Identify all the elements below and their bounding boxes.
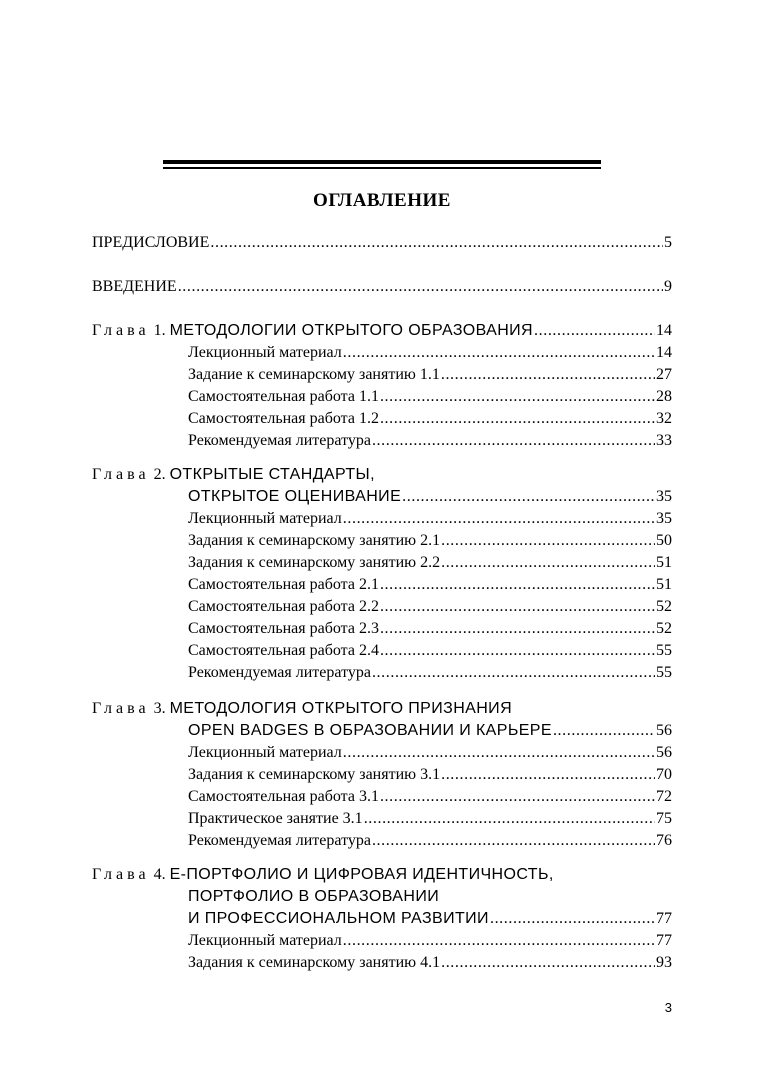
leader-dots: [210, 232, 663, 254]
toc-subentry[interactable]: [188, 742, 672, 764]
chapter-title-line: ПОРТФОЛИО В ОБРАЗОВАНИИ: [188, 888, 440, 905]
toc-entry-label: ПРЕДИСЛОВИЕ: [92, 234, 210, 251]
toc-subentry[interactable]: [188, 596, 672, 618]
toc-chapter-4-heading: [92, 864, 554, 886]
toc-subentry[interactable]: [188, 786, 672, 808]
chapter-title-line: МЕТОДОЛОГИИ ОТКРЫТОГО ОБРАЗОВАНИЯ: [169, 322, 534, 339]
toc-subentry[interactable]: [188, 808, 672, 830]
toc-chapter-1[interactable]: [92, 320, 672, 342]
toc-entry-page: 55: [656, 642, 672, 659]
toc-entry-page: 55: [656, 664, 672, 681]
toc-entry-label: Самостоятельная работа 2.2: [188, 598, 379, 615]
chapter-title-line: OPEN BADGES В ОБРАЗОВАНИИ И КАРЬЕРЕ: [188, 722, 552, 739]
leader-dots: [364, 808, 655, 830]
leader-dots: [178, 276, 663, 298]
toc-entry-preface[interactable]: [92, 232, 672, 254]
header-rule-thin: [163, 167, 601, 169]
toc-entry-label: Самостоятельная работа 2.1: [188, 576, 379, 593]
toc-entry-label: Лекционный материал: [188, 510, 342, 527]
toc-subentry[interactable]: [188, 530, 672, 552]
toc-entry-label: Практическое занятие 3.1: [188, 810, 363, 827]
toc-entry-label: Рекомендуемая литература: [188, 432, 371, 449]
leader-dots: [372, 830, 655, 852]
toc-entry-page: 56: [656, 744, 672, 761]
toc-entry-label: Самостоятельная работа 2.3: [188, 620, 379, 637]
toc-entry-label: ВВЕДЕНИЕ: [92, 278, 177, 295]
toc-entry-label: Самостоятельная работа 2.4: [188, 642, 379, 659]
toc-subentry[interactable]: [188, 386, 672, 408]
leader-dots: [441, 952, 655, 974]
toc-subentry[interactable]: [188, 342, 672, 364]
toc-entry-label: Задания к семинарскому занятию 3.1: [188, 766, 441, 783]
chapter-number: 3.: [153, 700, 166, 717]
toc-entry-page: 75: [656, 810, 672, 827]
toc-chapter-2-heading: [92, 464, 375, 486]
toc-entry-page: 14: [656, 322, 672, 339]
toc-entry-label: Задание к семинарскому занятию 1.1: [188, 366, 440, 383]
toc-entry-page: 72: [656, 788, 672, 805]
leader-dots: [380, 786, 655, 808]
toc-entry-page: 52: [656, 620, 672, 637]
toc-entry-label: Задания к семинарскому занятию 2.2: [188, 554, 441, 571]
chapter-title-line: И ПРОФЕССИОНАЛЬНОМ РАЗВИТИИ: [188, 910, 489, 927]
chapter-number: 2.: [153, 466, 166, 483]
leader-dots: [441, 552, 655, 574]
toc-entry-page: 33: [656, 432, 672, 449]
toc-entry-label: Самостоятельная работа 1.1: [188, 388, 379, 405]
leader-dots: [380, 596, 655, 618]
toc-chapter-4[interactable]: [188, 908, 672, 930]
leader-dots: [380, 408, 655, 430]
toc-entry-label: Лекционный материал: [188, 344, 342, 361]
leader-dots: [380, 574, 655, 596]
leader-dots: [441, 530, 655, 552]
leader-dots: [380, 640, 655, 662]
chapter-title-line: МЕТОДОЛОГИЯ ОТКРЫТОГО ПРИЗНАНИЯ: [169, 700, 513, 717]
toc-entry-label: Самостоятельная работа 1.2: [188, 410, 379, 427]
toc-subentry[interactable]: [188, 364, 672, 386]
leader-dots: [490, 908, 655, 930]
toc-chapter-3-heading: [92, 698, 512, 720]
leader-dots: [343, 742, 655, 764]
toc-subentry[interactable]: [188, 830, 672, 852]
chapter-prefix: Глава: [92, 700, 150, 717]
leader-dots: [343, 930, 655, 952]
page-title: ОГЛАВЛЕНИЕ: [313, 190, 451, 211]
toc-subentry[interactable]: [188, 408, 672, 430]
toc-entry-label: Лекционный материал: [188, 744, 342, 761]
toc-entry-label: Лекционный материал: [188, 932, 342, 949]
toc-subentry[interactable]: [188, 952, 672, 974]
leader-dots: [402, 486, 655, 508]
leader-dots: [343, 342, 655, 364]
toc-entry-page: 77: [656, 932, 672, 949]
toc-entry-page: 35: [656, 510, 672, 527]
chapter-prefix: Глава: [92, 322, 150, 339]
toc-subentry[interactable]: [188, 662, 672, 684]
leader-dots: [343, 508, 655, 530]
toc-entry-page: 51: [656, 576, 672, 593]
toc-entry-label: Рекомендуемая литература: [188, 832, 371, 849]
toc-entry-page: 9: [664, 278, 672, 295]
toc-entry-page: 52: [656, 598, 672, 615]
toc-chapter-2[interactable]: [188, 486, 672, 508]
toc-subentry[interactable]: [188, 618, 672, 640]
leader-dots: [380, 386, 655, 408]
toc-entry-page: 51: [656, 554, 672, 571]
toc-subentry[interactable]: [188, 430, 672, 452]
leader-dots: [534, 320, 655, 342]
chapter-number: 1.: [153, 322, 166, 339]
toc-entry-label: Рекомендуемая литература: [188, 664, 371, 681]
toc-subentry[interactable]: [188, 508, 672, 530]
toc-entry-label: Самостоятельная работа 3.1: [188, 788, 379, 805]
leader-dots: [380, 618, 655, 640]
leader-dots: [372, 430, 655, 452]
chapter-prefix: Глава: [92, 466, 150, 483]
toc-subentry[interactable]: [188, 552, 672, 574]
chapter-title-line: ОТКРЫТОЕ ОЦЕНИВАНИЕ: [188, 488, 402, 505]
chapter-prefix: Глава: [92, 866, 150, 883]
page-number: 3: [664, 1000, 672, 1015]
leader-dots: [441, 764, 655, 786]
toc-subentry[interactable]: [188, 764, 672, 786]
toc-entry-page: 56: [656, 722, 672, 739]
toc-entry-page: 28: [656, 388, 672, 405]
toc-chapter-label: [92, 320, 533, 342]
toc-entry-page: 77: [656, 910, 672, 927]
header-rule-thick: [163, 160, 601, 164]
toc-entry-page: 5: [664, 234, 672, 251]
toc-entry-page: 70: [656, 766, 672, 783]
toc-entry-page: 35: [656, 488, 672, 505]
toc-entry-page: 50: [656, 532, 672, 549]
chapter-title-line: E-ПОРТФОЛИО И ЦИФРОВАЯ ИДЕНТИЧНОСТЬ,: [169, 866, 554, 883]
toc-entry-label: Задания к семинарскому занятию 4.1: [188, 954, 441, 971]
toc-entry-page: 32: [656, 410, 672, 427]
leader-dots: [553, 720, 655, 742]
toc-entry-label: Задания к семинарскому занятию 2.1: [188, 532, 441, 549]
toc-subentry[interactable]: [188, 574, 672, 596]
toc-entry-page: 14: [656, 344, 672, 361]
leader-dots: [372, 662, 655, 684]
toc-entry-intro[interactable]: [92, 276, 672, 298]
toc-subentry[interactable]: [188, 930, 672, 952]
chapter-title-line: ОТКРЫТЫЕ СТАНДАРТЫ,: [169, 466, 375, 483]
chapter-number: 4.: [153, 866, 166, 883]
leader-dots: [441, 364, 655, 386]
toc-entry-page: 27: [656, 366, 672, 383]
toc-subentry[interactable]: [188, 640, 672, 662]
toc-entry-page: 93: [656, 954, 672, 971]
toc-entry-page: 76: [656, 832, 672, 849]
toc-chapter-3[interactable]: [188, 720, 672, 742]
